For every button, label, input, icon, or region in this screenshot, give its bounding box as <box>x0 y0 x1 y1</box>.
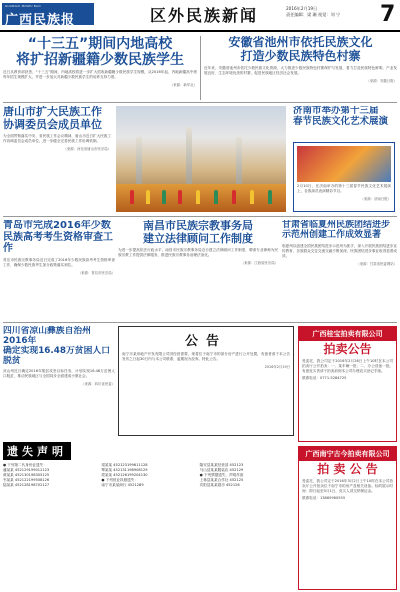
lost-title: 遗失声明 <box>3 442 71 460</box>
lost-notices <box>3 440 294 590</box>
photo-dancer <box>146 190 150 204</box>
article-title: 将扩招新疆籍少数民族学生 <box>16 52 184 69</box>
article-linxia-unity <box>282 220 397 318</box>
photo-caption: 2月10日，在济南举办的第十三届春节民族文化艺术展演上，各族演员表演精彩节目。 <box>297 184 391 193</box>
photo-dancer <box>268 190 272 204</box>
photo-dancer <box>232 190 236 204</box>
article-title: “十三五”期间内地高校 <box>27 36 173 52</box>
article-title: 济南市举办第十三届 <box>293 106 379 116</box>
article-title: 确定实现16.48万贫困人口脱贫 <box>3 346 110 367</box>
lost-list <box>3 463 294 488</box>
article-source: （来源：甘肃省民委网站） <box>356 261 397 266</box>
lost-item: 陆某某 452128198702127 <box>3 483 50 487</box>
issue-info <box>286 6 376 18</box>
article-body: 近年来，安徽省池州市依托少数民族文化资源，大力推进少数民族特色村寨保护与发展，着力打造民族特色鲜明、产业发展良好、生态环境优美的村寨，促进民族地区经济社会发展。 <box>204 65 397 75</box>
article-source: （来源：青岛市民宗局） <box>77 270 115 275</box>
article-source: （来源：新华社） <box>169 83 197 88</box>
lost-item: ● 下列第二代身份证遗失： <box>3 463 47 467</box>
article-qingdao-exam <box>3 220 115 318</box>
masthead-logo <box>2 3 94 28</box>
article-body: 临夏州以创建全国民族团结进步示范州为抓手，深入开展民族团结进步宣传教育，各族群众交往交流交融不断加深，民族团结进步事业取得显著成效。 <box>282 243 397 258</box>
lost-item: 上林县某某合作社 452125 <box>199 478 244 482</box>
article-title: 春节民族文化艺术展演 <box>293 115 389 127</box>
article-source: （来源：江西省民宗局） <box>240 261 278 266</box>
auction-phone: 联系电话：0771-5284725 <box>302 375 347 380</box>
photo-dancer <box>214 190 218 204</box>
article-title: 安徽省池州市依托民族文化 <box>228 36 373 49</box>
lost-item: 蒙某某 452126199204130 <box>101 473 148 477</box>
auction-org: 广西桂宝拍卖有限公司 <box>299 327 396 341</box>
column-divider <box>200 36 201 100</box>
article-body: 青岛市民族宗教事务局近日完成了2016年少数民族高考考生资格审查工作，确保少数民族考生加分政策落实到位。 <box>3 257 115 267</box>
article-source: （来源：四川省民委） <box>81 382 115 387</box>
article-title: 甘肃省临夏州民族团结进步 <box>282 220 391 230</box>
photo-dancer <box>196 190 200 204</box>
lost-item: 马山县某某服装店 452129 <box>199 468 244 472</box>
row-divider <box>3 216 397 217</box>
lost-item: 梁某某 452123199611128 <box>101 463 148 467</box>
issue-editors: 责任编辑：梁 珊 视觉：刘 宁 <box>286 12 341 17</box>
section-title: 区外民族新闻 <box>150 6 259 25</box>
article-liangshan-poverty <box>3 326 115 436</box>
auction-phone: 联系电话：13865960555 <box>302 495 346 500</box>
festival-stage-photo <box>116 106 286 212</box>
photo-pillar <box>186 127 192 192</box>
lost-item: 黄某某 452130198305125 <box>3 473 50 477</box>
article-title: 青岛市完成2016年少数 <box>3 220 111 231</box>
lost-item: 南宁市某某商行 4521289 <box>101 483 144 487</box>
notice-date: 2016年2月19日 <box>264 365 290 369</box>
article-nanchang-legal <box>118 220 278 318</box>
lost-item: 韦某某 452122199508126 <box>3 478 50 482</box>
article-anhui-village <box>204 36 397 100</box>
article-title: 唐山市扩大民族工作 <box>3 106 102 118</box>
article-title: 建立法律顾问工作制度 <box>143 231 253 245</box>
notice-body: 南宁市某房地产开发有限公司因经营需要，现将位于南宁市的部分房产进行公开处置，有意者请于本公告发布之日起30日内与本公司联系，逾期视为放弃。特此公告。 <box>122 352 290 361</box>
article-jinan-festival-title <box>293 106 397 142</box>
public-notice <box>118 326 294 436</box>
article-body: 近日从教育部获悉，“十三五”期间，内地高校将进一步扩大招收新疆籍少数民族学生规模，从2016年起，内地新疆高中班每年招生规模扩大，并进一步加大对新疆少数民族学生的培养支持力度。 <box>3 70 197 80</box>
article-title: 打造少数民族特色村寨 <box>240 48 361 63</box>
article-body: 为全面贯彻落实中央、省民族工作会议精神，唐山市近日扩大民族工作协调委员会成员单位，进一步健全完善民族工作协调机制。 <box>3 134 111 144</box>
lost-item: 隆安县某某经营部 452123 <box>199 463 244 467</box>
auction-title: 拍 卖 公 告 <box>317 462 378 476</box>
auction-body: 受委托，我公司定于2016年2月26日上午10时在本公司拍卖厅公开拍卖：一、某车辆一批；二、办公设备一批。有意竞买者请于拍卖前到本公司办理竞买登记手续。 <box>302 358 393 373</box>
article-university-enrollment <box>3 36 197 100</box>
article-title: 南昌市民族宗教事务局 <box>143 220 253 232</box>
notice-title: 公告 <box>184 334 227 349</box>
article-body: 为进一步提高依法行政水平，南昌市民族宗教事务局近日建立法律顾问工作制度，聘请专业律师为民族宗教工作提供法律服务，推进民族宗教事务治理法治化。 <box>118 248 278 258</box>
lost-item: 宾阳县某某超市 452126 <box>199 483 240 487</box>
masthead-pinyin: GUANGXI MINZU BAO <box>5 4 41 8</box>
article-title: 协调委员会成员单位 <box>3 117 102 131</box>
issue-date: 2016年2月19日 <box>286 6 318 11</box>
dance-performance-photo <box>297 146 391 182</box>
photo-dancer <box>162 190 166 204</box>
article-source: （来源：济南日报） <box>360 197 391 201</box>
article-jinan-festival-inset <box>293 142 395 212</box>
article-title: 民族高考考生资格审查工作 <box>3 231 113 254</box>
photo-dancer <box>250 190 254 204</box>
lost-item: ● 下列营业执照遗失： <box>101 478 138 482</box>
photo-dancer <box>178 190 182 204</box>
auction-org: 广西南宁古今拍卖有限公司 <box>299 447 396 461</box>
auction-notice-guibao <box>298 326 397 442</box>
row-divider <box>3 102 397 103</box>
auction-notice-gujin <box>298 446 397 590</box>
lost-item: ● 下列票据遗失，声明作废 <box>199 473 244 477</box>
photo-stage <box>116 184 286 212</box>
auction-title: 拍卖公告 <box>323 342 372 356</box>
newspaper-header <box>0 0 400 32</box>
lost-item: 覃某某 452131198908129 <box>101 468 148 472</box>
article-tangshan-committee <box>3 106 111 214</box>
photo-dancer <box>130 190 134 204</box>
page-number: 7 <box>380 2 396 27</box>
masthead-name: 广西民族报 <box>5 13 76 28</box>
article-title: 四川省凉山彝族自治州2016年 <box>3 326 91 347</box>
lost-item: 潘某某 452129199012123 <box>3 468 50 472</box>
article-source: （来源：河北省唐山市民宗局） <box>63 147 111 152</box>
article-title: 示范州创建工作成效显著 <box>282 230 382 241</box>
row-divider <box>3 322 397 323</box>
auction-body: 受委托，我公司定于2016年3月2日上午10时在本公司拍卖厅公开拍卖位于南宁市的房产及相关设备。标的展示时间：即日起至3月1日，竞买人须交纳保证金。 <box>302 478 393 493</box>
article-body: 凉山州近日确定2016年脱贫攻坚目标任务，计划实现16.48万贫困人口脱贫，推动民族地区与全国同步全面建成小康社会。 <box>3 369 115 379</box>
article-source: （来源：安徽日报） <box>366 78 397 83</box>
